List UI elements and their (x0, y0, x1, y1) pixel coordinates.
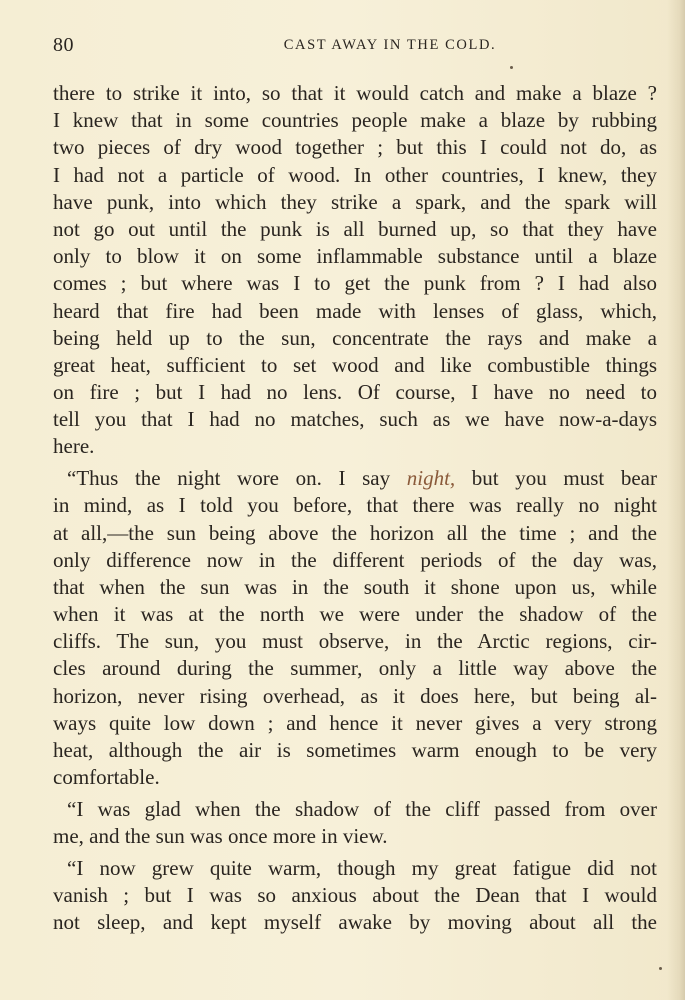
text-line: vanish ; but I was so anxious about the Dean that I would (53, 882, 657, 907)
page-header (53, 34, 657, 58)
text-line: in mind, as I told you before, that there was really no night (53, 493, 657, 518)
text-line: when it was at the north we were under the shadow of the (53, 602, 657, 627)
text-line: tell you that I had no matches, such as we have now-a-days (53, 407, 657, 432)
text-line: on fire ; but I had no lens. Of course, I have no need to (53, 380, 657, 405)
text-segment: “Thus the night wore on. I say (67, 466, 407, 491)
text-line-with-italic (53, 465, 657, 492)
running-title: CAST AWAY IN THE COLD. (283, 37, 497, 53)
text-line: cles around during the summer, only a little way above the (53, 656, 657, 681)
text-line: comes ; but where was I to get the punk from ? I had also (53, 271, 657, 296)
print-speck (510, 66, 513, 69)
paragraph-4 (53, 855, 657, 937)
text-line: have punk, into which they strike a spark, and the spark will (53, 189, 657, 214)
text-line: two pieces of dry wood together ; but this I could not do, as (53, 135, 657, 160)
text-line: being held up to the sun, concentrate the rays and make a (53, 325, 657, 350)
page-edge-shadow (667, 0, 685, 1000)
text-line: only difference now in the different periods of the day was, (53, 547, 657, 572)
text-line: ways quite low down ; and hence it never gives a very strong (53, 710, 657, 735)
italic-word: night, (406, 466, 456, 491)
text-line: heat, although the air is sometimes warm enough to be very (53, 738, 657, 762)
paragraph-1 (53, 80, 657, 461)
text-line: me, and the sun was once more in view. (53, 824, 388, 849)
text-line: not go out until the punk is all burned up, so that they have (53, 216, 657, 241)
text-line: I had not a particle of wood. In other countries, I knew, they (53, 162, 657, 187)
text-line: there to strike it into, so that it would catch and make a blaze ? (53, 81, 657, 105)
text-line: at all,—the sun being above the horizon all the time ; and the (53, 520, 657, 545)
body-text (53, 80, 657, 936)
text-line: “I was glad when the shadow of the cliff passed from over (67, 796, 657, 821)
text-line: heard that fire had been made with lenses of glass, which, (53, 298, 657, 323)
text-line: only to blow it on some inflammable substance until a blaze (53, 244, 657, 269)
page-number: 80 (53, 34, 74, 56)
paragraph-3 (53, 796, 657, 850)
text-line: I knew that in some countries people make a blaze by rubbing (53, 108, 657, 133)
text-line: comfortable. (53, 765, 160, 790)
print-speck (659, 967, 662, 970)
text-segment: but you must bear (455, 466, 657, 491)
text-line: here. (53, 434, 95, 459)
text-line: that when the sun was in the south it shone upon us, while (53, 574, 657, 599)
text-line: “I now grew quite warm, though my great fatigue did not (67, 855, 657, 880)
paragraph-2 (53, 465, 657, 791)
text-line: cliffs. The sun, you must observe, in the Arctic regions, cir- (53, 629, 657, 654)
text-line: not sleep, and kept myself awake by moving about all the (53, 910, 657, 935)
text-line: horizon, never rising overhead, as it does here, but being al- (53, 683, 657, 708)
text-line: great heat, sufficient to set wood and like combustible things (53, 352, 657, 377)
